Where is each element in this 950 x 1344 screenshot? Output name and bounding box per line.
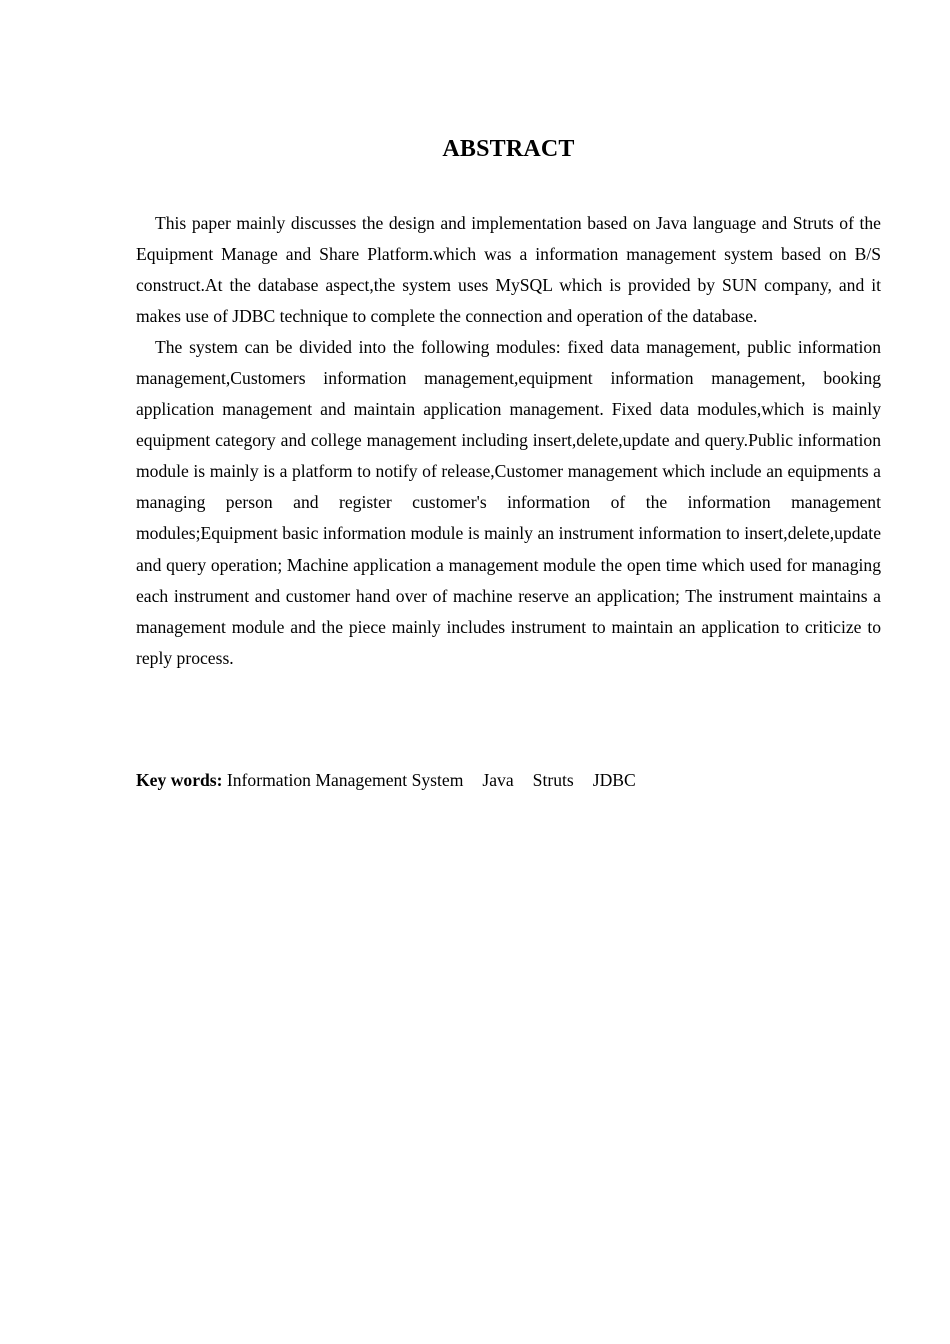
abstract-paragraph-2: The system can be divided into the following modules: fixed data management, public information management,Customers information management,equipment information management, booking application management and maintain application management. Fixed data modules,which is mainly equipment category and college management including insert,delete,update and query.Public information module is mainly is a platform to notify of release,Customer management which include an equipments a managing person and register customer's information of the information management modules;Equipment basic information module is mainly an instrument information to insert,delete,update and query operation; Machine application a management module the open time which used for managing each instrument and customer hand over of machine reserve an application; The instrument maintains a management module and the piece mainly includes instrument to maintain an application to criticize to reply process.: [136, 337, 881, 668]
abstract-body: [136, 208, 881, 674]
keyword-item: Struts: [532, 770, 574, 790]
keyword-item: Information Management System: [226, 770, 464, 790]
keyword-item: JDBC: [592, 770, 636, 790]
keywords-label: Key words:: [136, 770, 223, 790]
keyword-item: Java: [482, 770, 514, 790]
keywords-line: [136, 765, 881, 796]
abstract-title: ABSTRACT: [442, 136, 575, 162]
abstract-paragraph-1: This paper mainly discusses the design and implementation based on Java language and Struts of the Equipment Manage and Share Platform.which was a information management system based on B/S construct.At the database aspect,the system uses MySQL which is provided by SUN company, and it makes use of JDBC technique to complete the connection and operation of the database.: [136, 213, 881, 327]
